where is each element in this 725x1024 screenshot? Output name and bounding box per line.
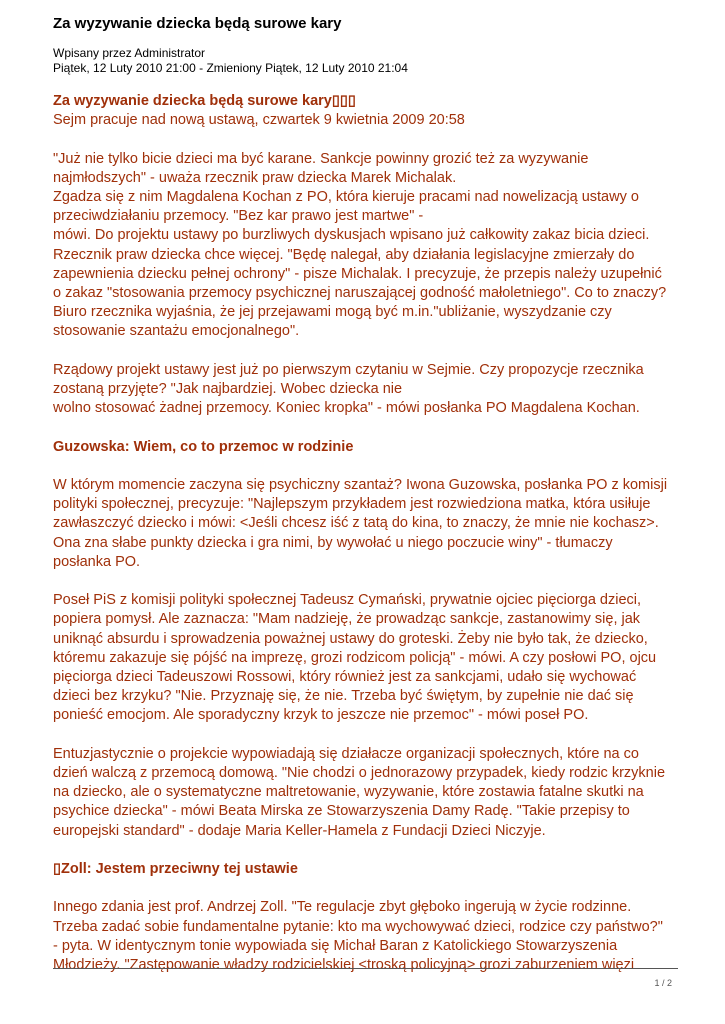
missing-glyphs: ▯▯▯	[331, 93, 356, 109]
document-title: Za wyzywanie dziecka będą surowe kary	[53, 15, 342, 32]
article-headline	[53, 92, 678, 111]
paragraph-5: Entuzjastycznie o projekcie wypowiadają się działacze organizacji społecznych, które na co dzień walczą z przemocą domową. "Nie chodzi o jednorazowy przypadek, kiedy rodzic krzyknie na dziecko, ale o systematyczne maltretowanie, wyzywanie, które zostawia fatalne skutki na psychice dziecka" - mówi Beata Mirska ze Stowarzyszenia Damy Radę. "Takie przepisy to europejski standard" - dodaje Maria Keller-Hamela z Fundacji Dzieci Niczyje.	[53, 745, 666, 839]
article-body	[53, 92, 678, 975]
paragraph-4: Poseł PiS z komisji polityki społecznej Tadeusz Cymański, prywatnie ojciec pięciorga dzieci, popiera pomysł. Ale zaznacza: "Mam nadzieję, że prowadząc sankcje, zastanowimy się, jak uniknąć absurdu i sprowadzenia poważnej ustawy do groteski. Żeby nie było tak, że dziecko, któremu zakazuje się pójść na imprezę, grozi rodzicom policją" - mówi. A czy posłowi PO, ojcu pięciorga dzieci Tadeuszowi Rossowi, który również jest za sankcjami, udało się wychować dzieci bez krzyku? "Nie. Przyznaję się, że nie. Trzeba być świętym, by zupełnie nie dać się ponieść emocjom. Ale sporadyczny krzyk to jeszcze nie przemoc" - mówi poseł PO.	[53, 592, 657, 724]
page-number: 1 / 2	[654, 978, 672, 988]
paragraph-3: W którym momencie zaczyna się psychiczny szantaż? Iwona Guzowska, posłanka PO z komisji polityki społecznej, precyzuje: "Najlepszym przykładem jest rozwiedziona matka, która usiłuje zawłaszczyć dziecko i mówi: <Jeśli chcesz iść z tatą do kina, to znaczy, że mnie nie kochasz>. Ona zna słabe punkty dziecka i gra nimi, by wywołać u niego poczucie winy" - tłumaczy posłanka PO.	[53, 477, 668, 570]
date-line: Piątek, 12 Luty 2010 21:00 - Zmieniony Piątek, 12 Luty 2010 21:04	[53, 61, 408, 75]
author-line: Wpisany przez Administrator	[53, 46, 206, 60]
article-meta	[53, 46, 408, 76]
footer-divider	[53, 968, 678, 969]
article-subline: Sejm pracuje nad nową ustawą, czwartek 9 kwietnia 2009 20:58	[53, 112, 465, 129]
headline-text: Za wyzywanie dziecka będą surowe kary	[53, 93, 332, 109]
paragraph-2: Rządowy projekt ustawy jest już po pierwszym czytaniu w Sejmie. Czy propozycje rzecznika zostaną przyjęte? "Jak najbardziej. Wobec dziecka nie wolno stosować żadnej przemocy. Koniec kropka" - mówi posłanka PO Magdalena Kochan.	[53, 361, 644, 417]
paragraph-6: Innego zdania jest prof. Andrzej Zoll. "Te regulacje zbyt głęboko ingerują w życie rodzinne. Trzeba zadać sobie fundamentalne pytanie: kto ma wychowywać dzieci, rodzice czy państwo?" - pyta. W identycznym tonie wypowiada się Michał Baran z Katolickiego Stowarzyszenia Młodzieży. "Zastępowanie władzy rodzicielskiej <troską policyjną> grozi zaburzeniem więzi	[53, 899, 663, 974]
paragraph-1: "Już nie tylko bicie dzieci ma być karane. Sankcje powinny grozić też za wyzywanie najmłodszych" - uważa rzecznik praw dziecka Marek Michalak. Zgadza się z nim Magdalena Kochan z PO, która kieruje pracami nad nowelizacją ustawy o przeciwdziałaniu przemocy. "Bez kar prawo jest martwe" - mówi. Do projektu ustawy po burzliwych dyskusjach wpisano już całkowity zakaz bicia dzieci. Rzecznik praw dziecka chce więcej. "Będę nalegał, aby działania legislacyjne zmierzały do zapewnienia dziecku pełnej ochrony" - pisze Michalak. I precyzuje, że przepis należy uzupełnić o zakaz "stosowania przemocy psychicznej naruszającej godność małoletniego". Co to znaczy? Biuro rzecznika wyjaśnia, że jej przejawami mogą być m.in."ubliżanie, wyszydzanie czy stosowanie szantażu emocjonalnego".	[53, 150, 667, 340]
section-heading-zoll: ▯Zoll: Jestem przeciwny tej ustawie	[53, 861, 298, 878]
section-heading-guzowska: Guzowska: Wiem, co to przemoc w rodzinie	[53, 438, 354, 455]
